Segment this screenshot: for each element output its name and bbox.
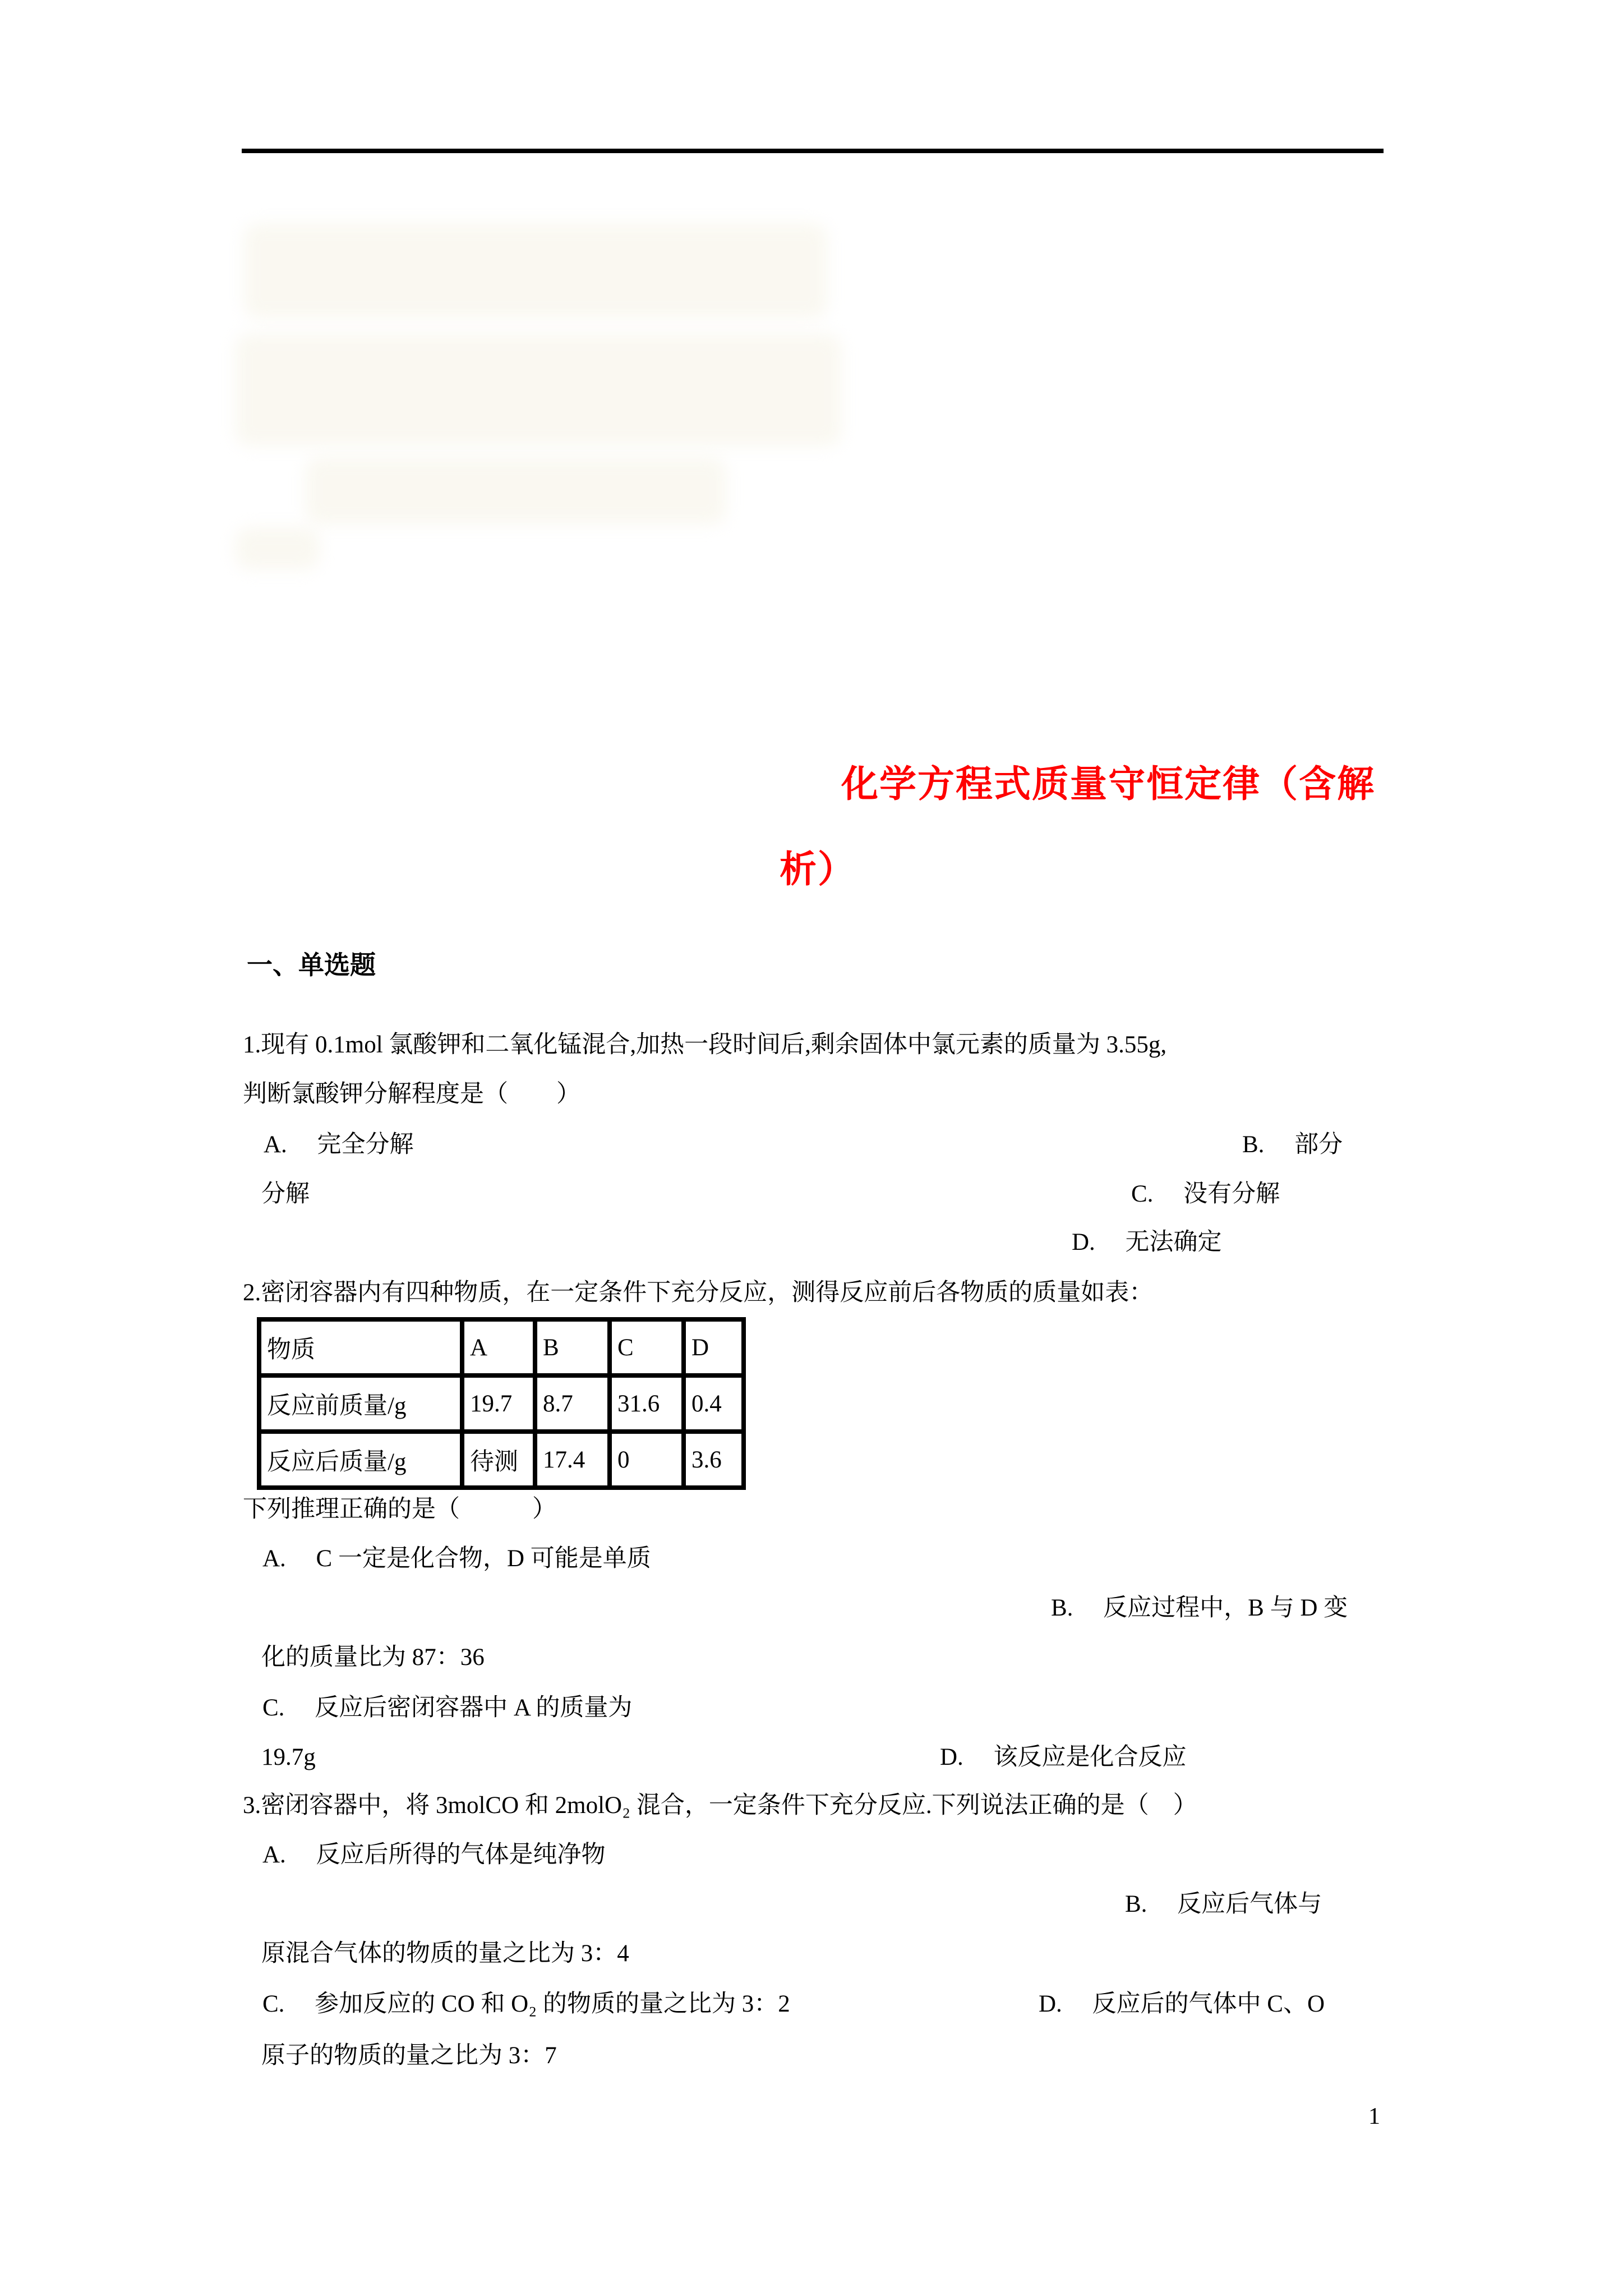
- q1-option-b-continuation: 分解: [261, 1181, 310, 1207]
- q2-prompt: 下列推理正确的是（ ）: [243, 1496, 556, 1522]
- q2-option-c-continuation: 19.7g: [261, 1744, 316, 1770]
- table-cell: 8.7: [535, 1375, 610, 1432]
- mass-table: [257, 1317, 746, 1490]
- watermark-blob: [244, 223, 827, 319]
- watermark-blob: [236, 334, 841, 446]
- watermark-blob: [236, 527, 320, 569]
- table-cell: 0.4: [684, 1375, 744, 1432]
- q1-option-a: A. 完全分解: [264, 1131, 414, 1158]
- q2-option-c: C. 反应后密闭容器中 A 的质量为: [262, 1695, 633, 1721]
- table-cell: 19.7: [462, 1375, 535, 1432]
- table-cell: 反应前质量/g: [259, 1375, 462, 1432]
- q3-option-b: B. 反应后气体与: [1125, 1891, 1322, 1917]
- table-cell: 0: [610, 1432, 684, 1488]
- doc-title-line2: 析）: [780, 849, 856, 890]
- q2-option-b: B. 反应过程中，B 与 D 变: [1051, 1595, 1348, 1621]
- q2-option-a: A. C 一定是化合物，D 可能是单质: [262, 1545, 651, 1572]
- section-heading: 一、单选题: [247, 951, 376, 979]
- page-number: 1: [1368, 2104, 1380, 2129]
- q1-option-d: D. 无法确定: [1072, 1229, 1222, 1255]
- table-cell: 待测: [462, 1432, 535, 1488]
- q3-option-d-continuation: 原子的物质的量之比为 3：7: [261, 2042, 557, 2069]
- q3-option-c: C. 参加反应的 CO 和 O₂ 的物质的量之比为 3：2: [262, 1991, 790, 2017]
- table-cell: 17.4: [535, 1432, 610, 1488]
- table-cell: 3.6: [684, 1432, 744, 1488]
- header-rule: [242, 149, 1384, 153]
- doc-title-line1: 化学方程式质量守恒定律（含解: [841, 764, 1375, 805]
- watermark-blob: [306, 457, 726, 524]
- q2-stem: 2.密闭容器内有四种物质，在一定条件下充分反应，测得反应前后各物质的质量如表：: [243, 1280, 1154, 1306]
- table-header-cell: B: [535, 1319, 610, 1375]
- q3-option-d: D. 反应后的气体中 C、O: [1039, 1991, 1325, 2017]
- q1-stem-line1: 1.现有 0.1mol 氯酸钾和二氧化锰混合,加热一段时间后,剩余固体中氯元素的质量为 3.55g,: [243, 1032, 1167, 1058]
- q1-option-c: C. 没有分解: [1131, 1181, 1280, 1207]
- q2-option-b-continuation: 化的质量比为 87：36: [261, 1644, 485, 1671]
- table-row: [259, 1432, 744, 1488]
- table-header-cell: C: [610, 1319, 684, 1375]
- q3-stem: 3.密闭容器中，将 3molCO 和 2molO₂ 混合，一定条件下充分反应.下列说法正确的是（ ）: [243, 1792, 1197, 1819]
- table-header-cell: 物质: [259, 1319, 462, 1375]
- table-cell: 31.6: [610, 1375, 684, 1432]
- q1-option-b: B. 部分: [1242, 1131, 1343, 1158]
- q3-option-b-continuation: 原混合气体的物质的量之比为 3：4: [261, 1940, 629, 1967]
- q2-option-d: D. 该反应是化合反应: [940, 1744, 1187, 1770]
- q1-stem-line2: 判断氯酸钾分解程度是（ ）: [243, 1081, 580, 1107]
- table-cell: 反应后质量/g: [259, 1432, 462, 1488]
- table-header-row: [259, 1319, 744, 1375]
- table-header-cell: A: [462, 1319, 535, 1375]
- table-header-cell: D: [684, 1319, 744, 1375]
- q3-option-a: A. 反应后所得的气体是纯净物: [262, 1842, 606, 1868]
- table-row: [259, 1375, 744, 1432]
